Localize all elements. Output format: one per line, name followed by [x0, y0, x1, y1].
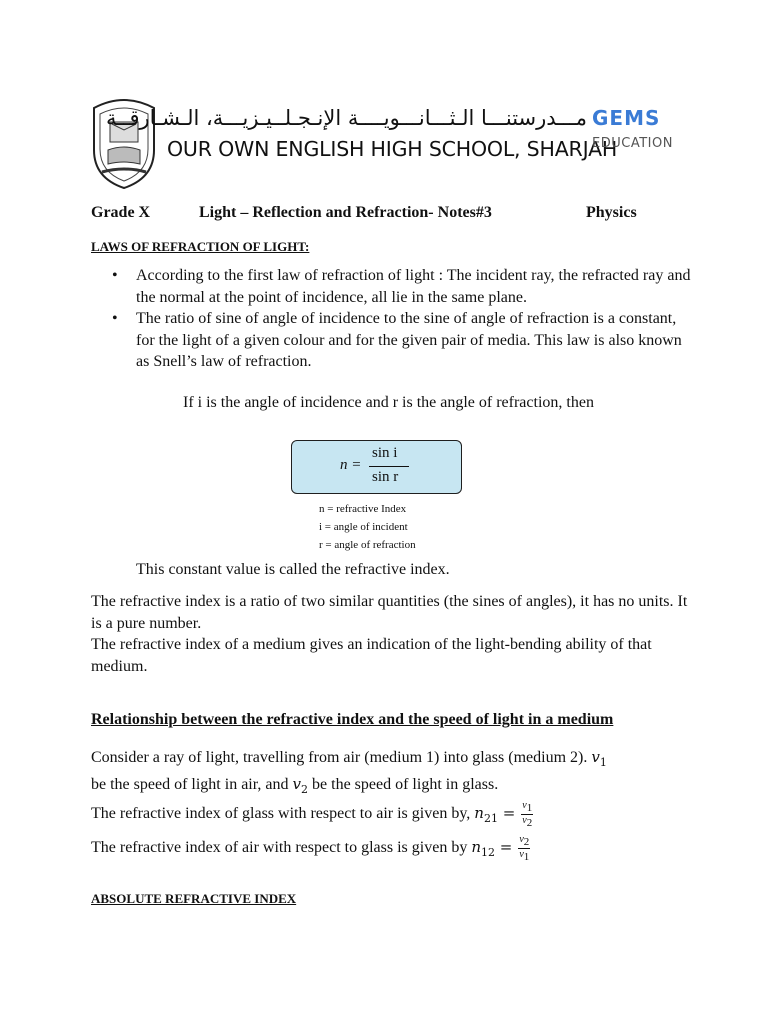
- n21-fraction: $\frac{v_1}{v_2}$: [522, 800, 533, 829]
- n12-text: The refractive index of air with respect to glass is given by: [91, 838, 468, 856]
- formula-lhs: n =: [340, 457, 362, 473]
- gems-logo-word: [592, 106, 660, 130]
- constant-line: [136, 559, 736, 581]
- n21-symbol: $n_{21}$ =: [474, 804, 516, 826]
- n12-fraction: $\frac{v_2}{v_1}$: [519, 833, 530, 863]
- gems-logo-text: GEMS: [592, 106, 661, 130]
- laws-heading: LAWS OF REFRACTION OF LIGHT:: [91, 239, 310, 254]
- refractive-index-paragraphs: [91, 591, 691, 677]
- relationship-line-4: [91, 834, 691, 864]
- relationship-line-2: [91, 774, 691, 801]
- constant-text: This constant value is called the refractive index.: [136, 561, 450, 578]
- absolute-heading: ABSOLUTE REFRACTIVE INDEX: [91, 891, 297, 906]
- bullet-icon: •: [112, 310, 118, 327]
- relationship-body: [91, 747, 691, 863]
- legend-i: i = angle of incident: [319, 521, 408, 533]
- school-name-english: OUR OWN ENGLISH HIGH SCHOOL, SHARJAH: [167, 137, 618, 161]
- v2-symbol: $v_2$: [292, 774, 309, 796]
- list-item: [91, 308, 691, 373]
- school-name-arabic: مـــدرستنـــا الـثـــانـــويــــة الإنـجـلــيـزيـــة، الـشـارقــة: [105, 106, 587, 130]
- v1-symbol: $v_1$: [591, 748, 607, 769]
- n12-symbol: $n_{12}$ =: [471, 837, 513, 859]
- gems-logo-subtitle: EDUCATION: [592, 136, 673, 151]
- refractive-index-para-1: The refractive index is a ratio of two similar quantities (the sines of angles), it has no units. It is a pure number.: [91, 593, 688, 632]
- n21-text: The refractive index of glass with respect to air is given by,: [91, 805, 471, 823]
- relationship-heading: Relationship between the refractive index and the speed of light in a medium: [91, 711, 614, 728]
- law-2-text: The ratio of sine of angle of incidence to the sine of angle of refraction is a constant, for the light of a given colour and for the given pair of media. This law is also known as Snell’s law of refraction.: [136, 310, 682, 370]
- laws-list: [91, 265, 691, 373]
- list-item: [91, 265, 691, 308]
- condition-text: If i is the angle of incidence and r is the angle of refraction, then: [183, 394, 594, 411]
- formula-numerator: sin i: [372, 445, 398, 461]
- snell-formula-box: [291, 440, 462, 494]
- relationship-line-1: [91, 747, 691, 774]
- relationship-line-3: [91, 800, 691, 830]
- formula-denominator: sin r: [372, 469, 399, 485]
- bullet-icon: •: [112, 267, 118, 284]
- subject-label: Physics: [586, 204, 637, 221]
- legend-r: r = angle of refraction: [319, 539, 416, 551]
- legend-n: n = refractive Index: [319, 503, 407, 515]
- title-row: [91, 204, 651, 226]
- topic-title: Light – Reflection and Refraction- Notes#3: [199, 204, 492, 221]
- line1-text-b: be the speed of light in air, and: [91, 775, 289, 793]
- line1-text-a: Consider a ray of light, travelling from air (medium 1) into glass (medium 2).: [91, 749, 588, 766]
- refractive-index-para-2: The refractive index of a medium gives an indication of the light-bending ability of that medium.: [91, 636, 652, 675]
- fraction-bar: [369, 466, 409, 467]
- law-1-text: According to the first law of refraction of light : The incident ray, the refracted ray and the normal at the point of incidence, all lie in the same plane.: [136, 267, 691, 306]
- grade-label: Grade X: [91, 204, 151, 221]
- line1-text-c: be the speed of light in glass.: [312, 775, 499, 793]
